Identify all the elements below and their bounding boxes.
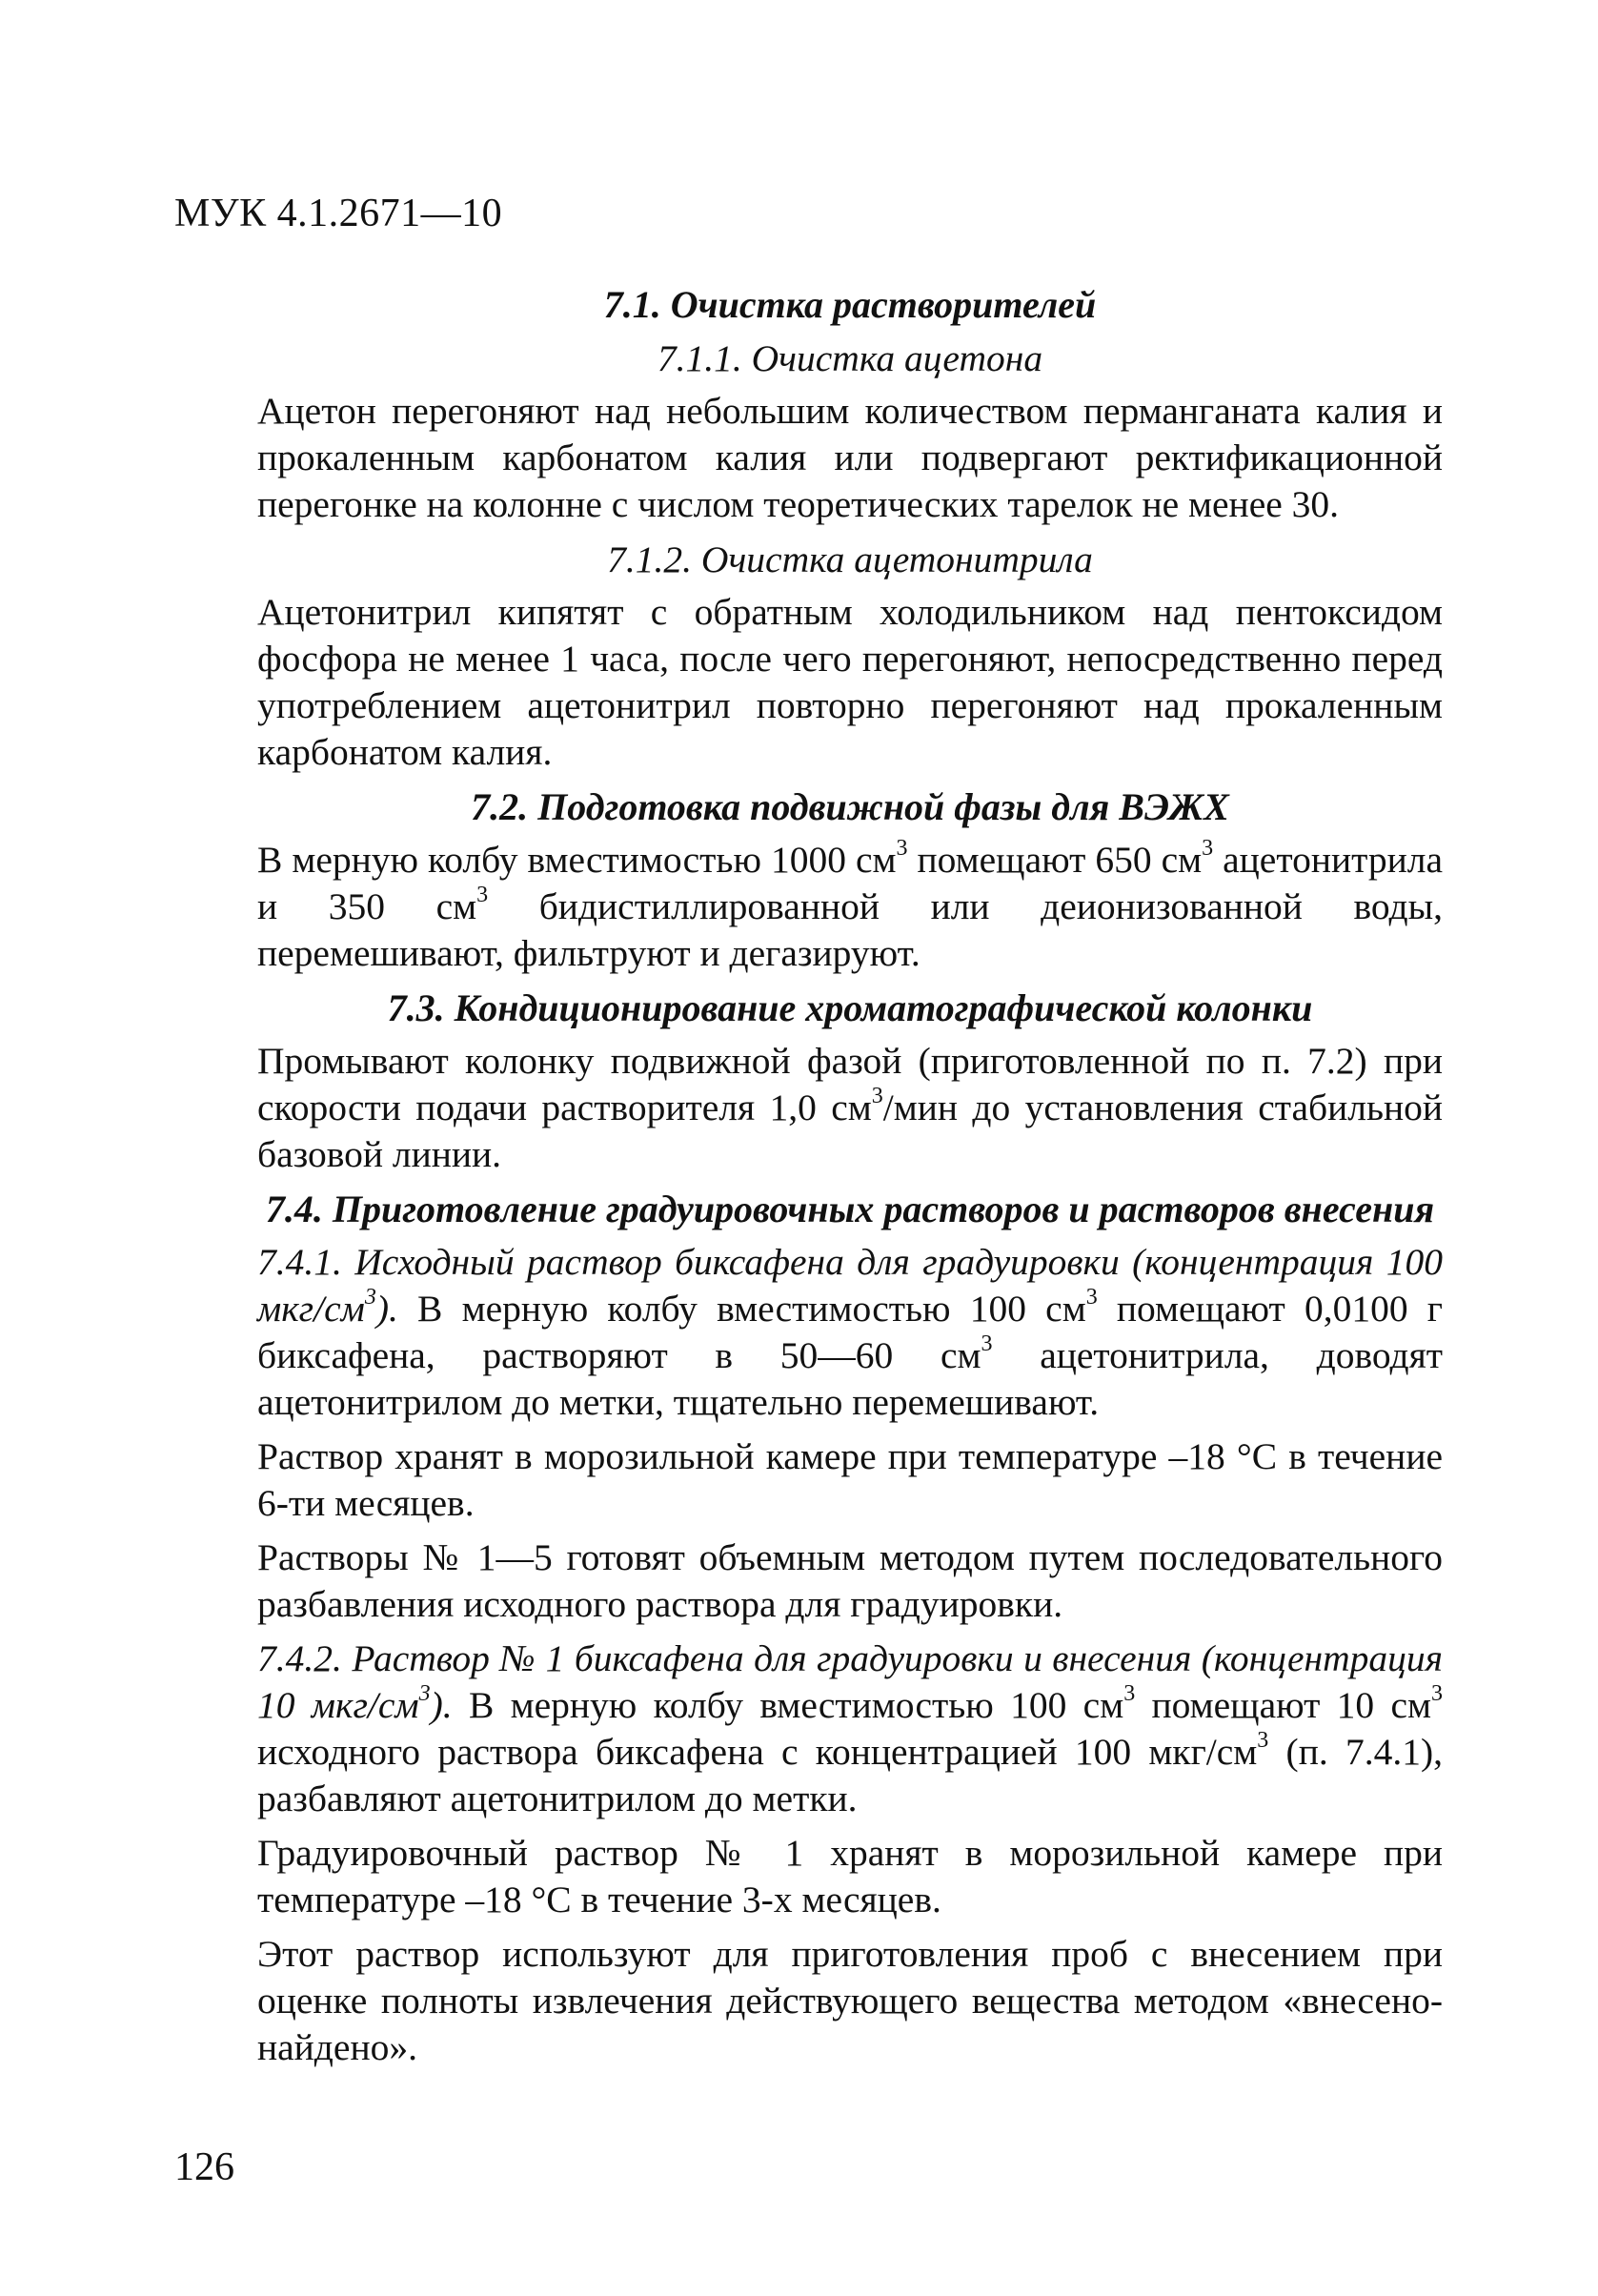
superscript: 3 xyxy=(1123,1681,1136,1706)
text-run: В мерную колбу вместимостью 1000 см xyxy=(257,839,897,881)
section-7-1-1-text: Ацетон перегоняют над небольшим количеством перманганата калия и прокаленным карбонатом калия или подвергают ректификационной перегонке на колонне с числом теоретических тарелок не менее 30. xyxy=(257,390,1443,525)
section-7-4-1-text xyxy=(257,1239,1443,1426)
section-7-3-text xyxy=(257,1038,1443,1178)
text-run: помещают 0,0100 г биксафена, растворяют в 50—60 см xyxy=(257,1288,1443,1376)
text-run: Промывают колонку подвижной фазой (приготовленной по п. 7.2) при скорости подачи растворителя 1,0 см xyxy=(257,1040,1443,1128)
text-run: помещают 10 см xyxy=(1135,1684,1431,1726)
text-run: ацетонитрила, доводят ацетонитрилом до метки, тщательно перемешивают. xyxy=(257,1334,1444,1423)
text-run: В мерную колбу вместимостью 100 см xyxy=(397,1288,1086,1330)
document-code: МУК 4.1.2671—10 xyxy=(174,192,503,235)
section-7-1-1-title: 7.1.1. Очистка ацетона xyxy=(657,337,1043,379)
text-run: ). xyxy=(430,1684,453,1726)
text-run: 7.4.2. Раствор № 1 биксафена для градуировки и внесения (концентрация 10 мкг/см xyxy=(257,1637,1443,1726)
text-run: ). xyxy=(375,1288,398,1330)
superscript: 3 xyxy=(1202,836,1214,861)
text-run: В мерную колбу вместимостью 100 см xyxy=(452,1684,1124,1726)
text-run: бидистиллированной или деионизованной воды, перемешивают, фильтруют и дегазируют. xyxy=(257,885,1444,974)
page-number: 126 xyxy=(174,2145,234,2189)
section-7-1-2-text: Ацетонитрил кипятят с обратным холодильником над пентоксидом фосфора не менее 1 часа, после чего перегоняют, непосредственно перед употреблением ацетонитрил повторно перегоняют над прокаленным карбонатом калия. xyxy=(257,591,1443,773)
page-content xyxy=(257,281,1443,2079)
section-7-3-title: 7.3. Кондиционирование хроматографической колонки xyxy=(387,986,1313,1029)
superscript: 3 xyxy=(871,1084,883,1108)
text-run: 7.4.1. Исходный раствор биксафена для градуировки (концентрация 100 мкг/см xyxy=(257,1241,1443,1330)
superscript: 3 xyxy=(981,1331,993,1356)
storage-text: Раствор хранят в морозильной камере при температуре –18 °С в течение 6-ти месяцев. xyxy=(257,1435,1443,1524)
section-7-2-title: 7.2. Подготовка подвижной фазы для ВЭЖХ xyxy=(471,785,1229,828)
section-7-1-2-title: 7.1.2. Очистка ацетонитрила xyxy=(607,538,1093,580)
superscript: 3 xyxy=(364,1285,376,1310)
text-run: (п. 7.4.1), разбавляют ацетонитрилом до метки. xyxy=(257,1731,1444,1819)
superscript: 3 xyxy=(1085,1285,1098,1310)
superscript: 3 xyxy=(418,1681,431,1706)
storage2-text: Градуировочный раствор № 1 хранят в морозильной камере при температуре –18 °С в течение 3-х месяцев. xyxy=(257,1832,1443,1920)
text-run: /мин до установления стабильной базовой линии. xyxy=(257,1087,1443,1175)
superscript: 3 xyxy=(1431,1681,1443,1706)
section-7-4-title: 7.4. Приготовление градуировочных растворов и растворов внесения xyxy=(265,1188,1435,1230)
section-7-1-title: 7.1. Очистка растворителей xyxy=(603,283,1097,326)
section-7-2-text xyxy=(257,837,1443,977)
solutions-text: Растворы № 1—5 готовят объемным методом путем последовательного разбавления исходного раствора для градуировки. xyxy=(257,1536,1443,1625)
text-run: ацетонитрила и 350 см xyxy=(257,839,1443,927)
section-7-4-2-text xyxy=(257,1636,1443,1822)
superscript: 3 xyxy=(476,883,489,907)
usage-text: Этот раствор используют для приготовления проб с внесением при оценке полноты извлечения действующего вещества методом «внесено-найдено». xyxy=(257,1933,1443,2068)
text-run: помещают 650 см xyxy=(907,839,1203,881)
text-run: исходного раствора биксафена с концентрацией 100 мкг/см xyxy=(257,1731,1258,1773)
superscript: 3 xyxy=(1257,1728,1269,1753)
superscript: 3 xyxy=(896,836,908,861)
